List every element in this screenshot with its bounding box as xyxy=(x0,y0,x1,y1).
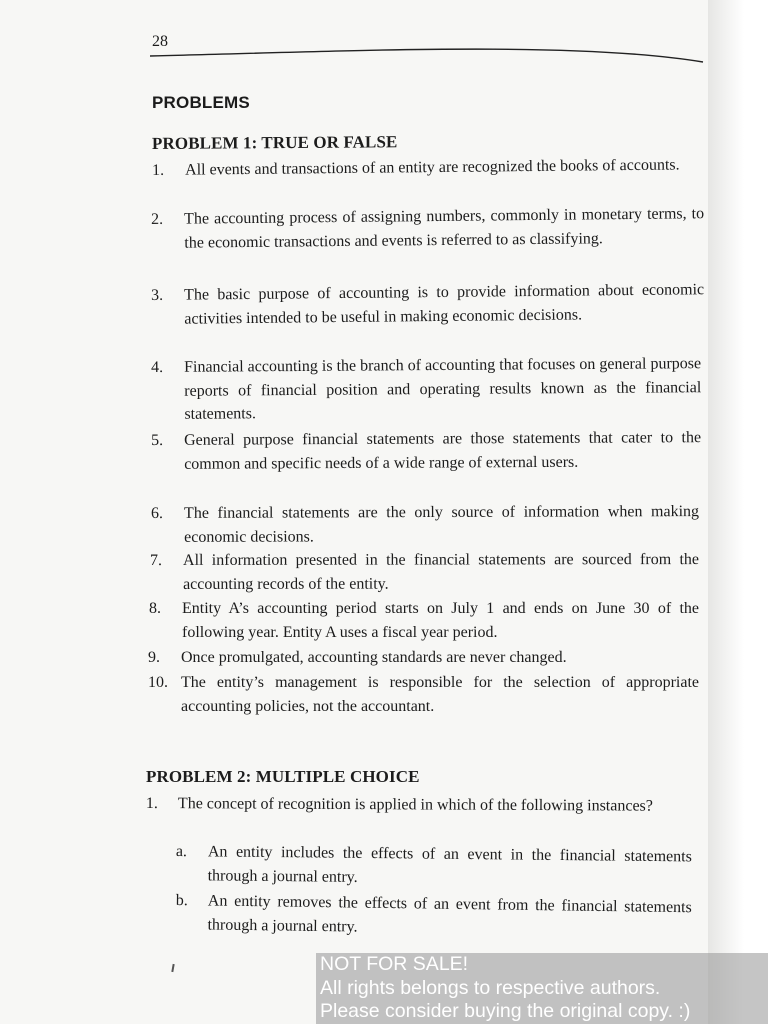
item-number: 1. xyxy=(145,794,158,813)
item-number: 5. xyxy=(151,431,164,449)
problem-2-item xyxy=(146,792,694,818)
item-text: The entity’s management is responsible for the selection of appropriate accounting policies, not the accountant. xyxy=(181,674,699,715)
item-text: All events and transactions of an entity are recognized the books of accounts. xyxy=(185,156,680,179)
choice-letter: b. xyxy=(175,891,188,910)
choice-text: An entity includes the effects of an event in the financial statements through a journal entry. xyxy=(207,843,692,886)
problem-1-item xyxy=(151,278,704,331)
page-edge-shadow xyxy=(708,0,768,1024)
item-number: 10. xyxy=(148,674,168,691)
watermark-line: Please consider buying the original copy. :) xyxy=(320,1000,691,1022)
problem-1-item xyxy=(150,548,699,596)
item-number: 9. xyxy=(148,649,160,666)
problem-1-item xyxy=(151,500,699,549)
choice-text: An entity removes the effects of an event from the financial statements through a journal entry. xyxy=(207,892,692,936)
watermark-line: NOT FOR SALE! xyxy=(320,953,469,975)
item-number: 6. xyxy=(151,504,164,522)
problem-1-heading: PROBLEM 1: TRUE OR FALSE xyxy=(151,132,398,153)
item-text: Once promulgated, accounting standards are never changed. xyxy=(181,649,567,666)
item-text: The financial statements are the only source of information when making economic decisions. xyxy=(184,503,700,546)
item-text: Entity A’s accounting period starts on July 1 and ends on June 30 of the following year. Entity A uses a fiscal year period. xyxy=(182,600,699,641)
problem-1-item xyxy=(151,426,701,476)
choice-letter: a. xyxy=(175,842,188,861)
item-text: Financial accounting is the branch of accounting that focuses on general purpose reports of financial position and operating results known as the financial statements. xyxy=(184,355,702,423)
page-number: 28 xyxy=(152,33,168,50)
section-title: PROBLEMS xyxy=(152,93,250,112)
header-rule xyxy=(150,38,710,68)
choice-a xyxy=(175,840,691,893)
item-text: The concept of recognition is applied in which of the following instances? xyxy=(177,795,653,815)
item-number: 4. xyxy=(151,358,164,376)
item-number: 3. xyxy=(151,286,164,304)
item-number: 8. xyxy=(149,600,161,617)
problem-1-item xyxy=(151,352,701,426)
item-number: 7. xyxy=(150,551,163,569)
problem-1-item xyxy=(151,202,704,255)
item-text: General purpose financial statements are those statements that cater to the common and specific needs of a wide range of external users. xyxy=(184,429,702,473)
item-number: 2. xyxy=(151,210,164,228)
item-text: The basic purpose of accounting is to provide information about economic activities intended to be useful in making economic decisions. xyxy=(184,281,705,328)
watermark-banner xyxy=(316,953,768,1024)
item-text: All information presented in the financial statements are sourced from the accounting records of the entity. xyxy=(183,551,700,593)
problem-2-heading: PROBLEM 2: MULTIPLE CHOICE xyxy=(146,767,420,786)
watermark-line: All rights belongs to respective authors. xyxy=(320,976,661,999)
item-number: 1. xyxy=(152,161,165,179)
choice-b xyxy=(175,889,692,944)
item-text: The accounting process of assigning numbers, commonly in monetary terms, to the economic transactions and events is referred to as classifying. xyxy=(184,205,705,252)
problem-1-item xyxy=(148,646,704,670)
problem-1-item xyxy=(148,671,699,718)
problem-1-item xyxy=(149,597,699,644)
